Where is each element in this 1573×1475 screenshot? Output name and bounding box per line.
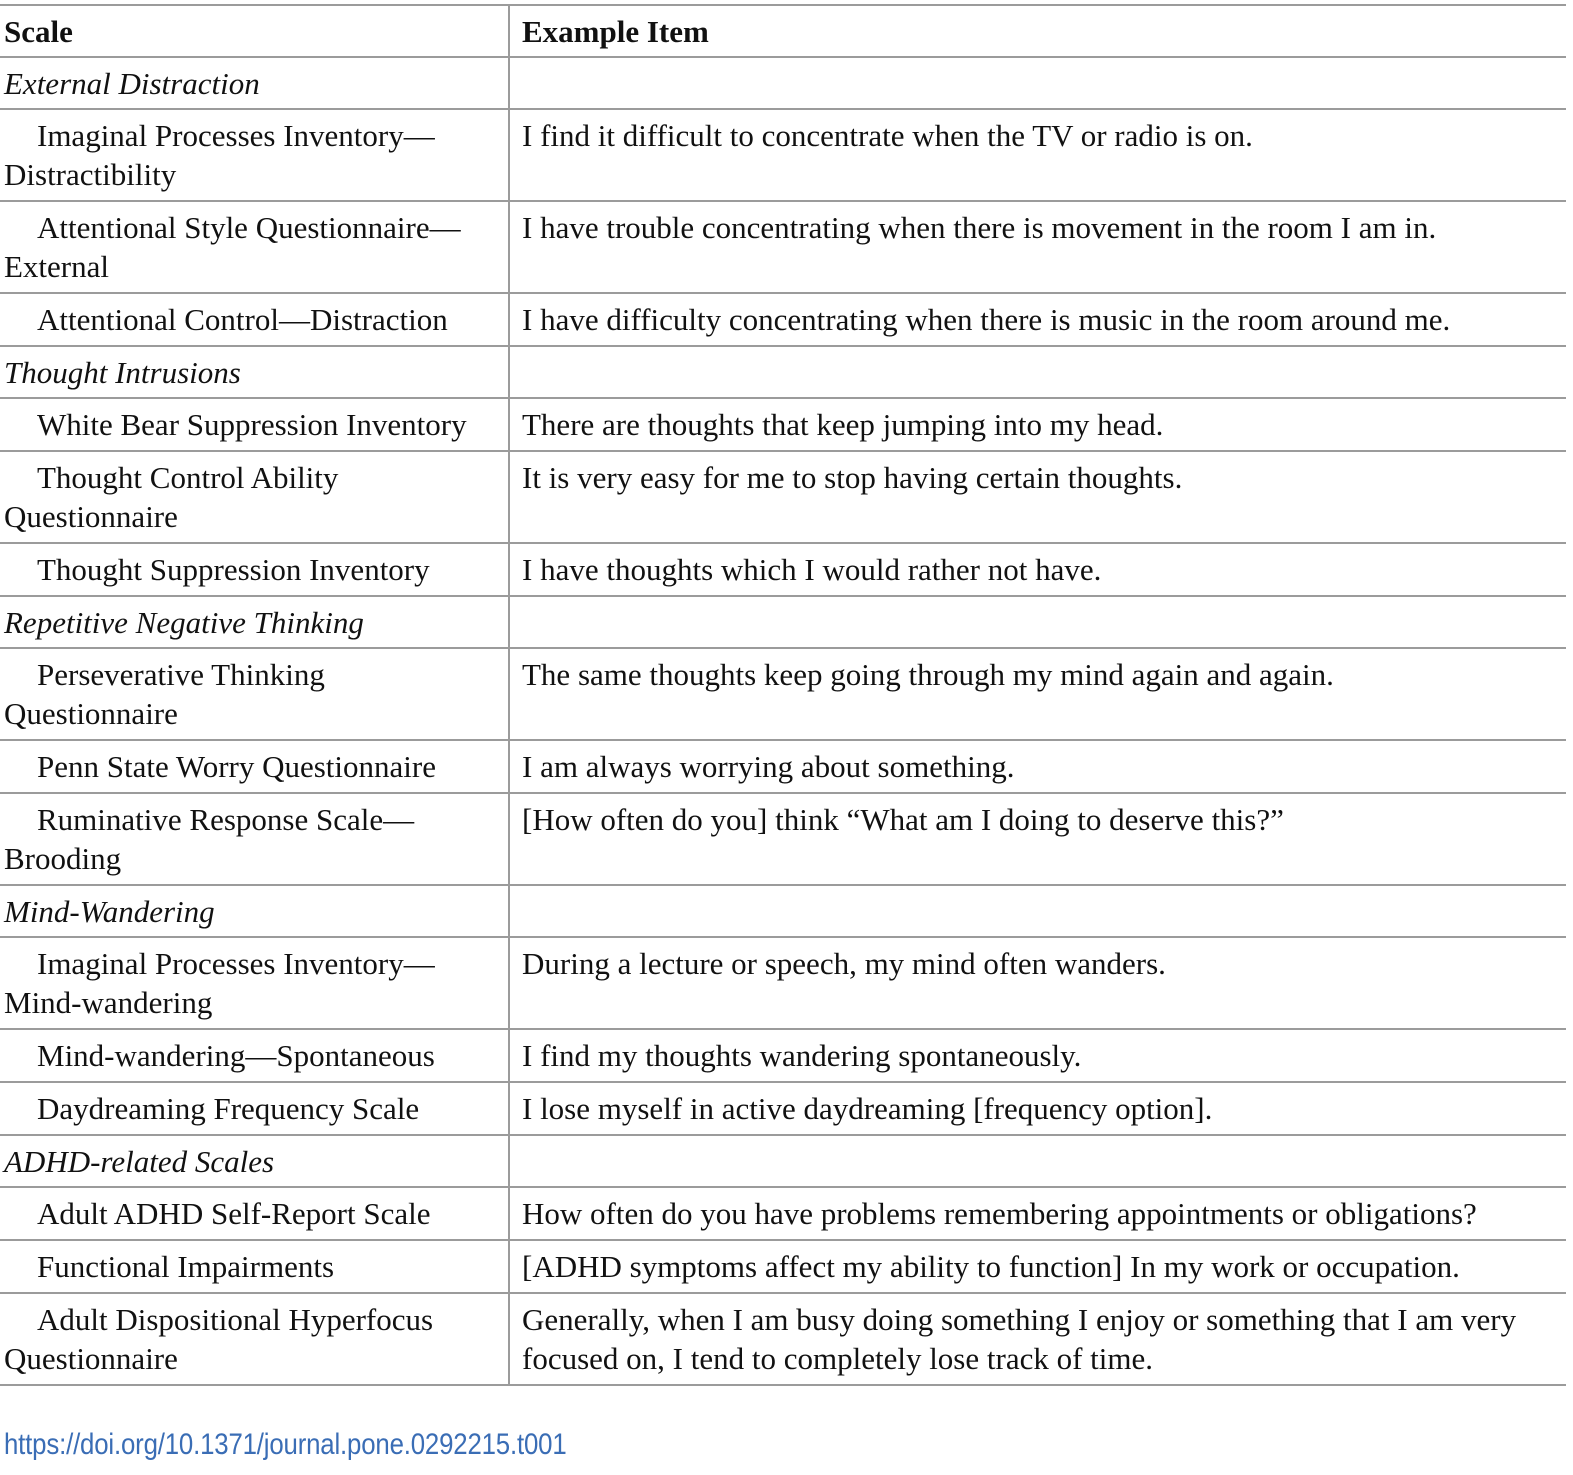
table-row: [0, 109, 1566, 201]
example-item-cell: There are thoughts that keep jumping into my head.: [509, 398, 1566, 451]
table-row: [0, 793, 1566, 885]
scale-cell: [0, 451, 509, 543]
example-item-cell: I find it difficult to concentrate when the TV or radio is on.: [509, 109, 1566, 201]
scale-cell: [0, 740, 509, 793]
scale-cell: [0, 293, 509, 346]
table-row: [0, 398, 1566, 451]
example-item-cell: I lose myself in active daydreaming [frequency option].: [509, 1082, 1566, 1135]
group-empty-cell: [509, 885, 1566, 937]
example-item-cell: I find my thoughts wandering spontaneously.: [509, 1029, 1566, 1082]
scale-name: Adult Dispositional Hyperfocus Questionnaire: [4, 1302, 434, 1376]
scale-cell: [0, 1293, 509, 1385]
scale-name: Thought Suppression Inventory: [37, 552, 430, 587]
group-row: [0, 57, 1566, 109]
doi-link[interactable]: https://doi.org/10.1371/journal.pone.0292215.t001: [4, 1428, 567, 1461]
scale-name: Penn State Worry Questionnaire: [37, 749, 436, 784]
example-item-cell: The same thoughts keep going through my mind again and again.: [509, 648, 1566, 740]
header-scale: Scale: [0, 5, 509, 57]
group-empty-cell: [509, 596, 1566, 648]
example-item-cell: I have thoughts which I would rather not have.: [509, 543, 1566, 596]
scale-name: Mind-wandering—Spontaneous: [37, 1038, 435, 1073]
group-empty-cell: [509, 1135, 1566, 1187]
scale-cell: [0, 1082, 509, 1135]
group-title: Repetitive Negative Thinking: [0, 596, 509, 648]
group-title: External Distraction: [0, 57, 509, 109]
scale-cell: [0, 543, 509, 596]
scale-cell: [0, 1029, 509, 1082]
scale-cell: [0, 648, 509, 740]
scale-cell: [0, 937, 509, 1029]
scale-name: Daydreaming Frequency Scale: [37, 1091, 420, 1126]
table-row: [0, 1029, 1566, 1082]
group-row: [0, 346, 1566, 398]
table-row: [0, 293, 1566, 346]
table-row: [0, 937, 1566, 1029]
scale-name: Thought Control Ability Questionnaire: [4, 460, 339, 534]
example-item-cell: [ADHD symptoms affect my ability to function] In my work or occupation.: [509, 1240, 1566, 1293]
scale-name: White Bear Suppression Inventory: [37, 407, 467, 442]
table-row: [0, 740, 1566, 793]
example-item-cell: Generally, when I am busy doing something I enjoy or something that I am very focused on, I tend to completely lose track of time.: [509, 1293, 1566, 1385]
group-empty-cell: [509, 346, 1566, 398]
scale-name: Imaginal Processes Inventory—Distractibility: [4, 118, 435, 192]
scale-name: Adult ADHD Self-Report Scale: [37, 1196, 431, 1231]
table-row: [0, 648, 1566, 740]
example-item-cell: [How often do you] think “What am I doing to deserve this?”: [509, 793, 1566, 885]
group-title: Thought Intrusions: [0, 346, 509, 398]
table-header-row: [0, 5, 1566, 57]
scale-cell: [0, 201, 509, 293]
scale-name: Imaginal Processes Inventory—Mind-wandering: [4, 946, 435, 1020]
scale-cell: [0, 793, 509, 885]
table-row: [0, 1082, 1566, 1135]
table-row: [0, 1240, 1566, 1293]
scale-name: Attentional Style Questionnaire—External: [4, 210, 461, 284]
example-item-cell: I have difficulty concentrating when there is music in the room around me.: [509, 293, 1566, 346]
group-empty-cell: [509, 57, 1566, 109]
scale-cell: [0, 1240, 509, 1293]
header-example-item: Example Item: [509, 5, 1566, 57]
scale-cell: [0, 109, 509, 201]
scale-cell: [0, 398, 509, 451]
group-row: [0, 885, 1566, 937]
scale-name: Perseverative Thinking Questionnaire: [4, 657, 325, 731]
example-item-cell: During a lecture or speech, my mind often wanders.: [509, 937, 1566, 1029]
example-item-cell: It is very easy for me to stop having certain thoughts.: [509, 451, 1566, 543]
table-row: [0, 1187, 1566, 1240]
group-title: Mind-Wandering: [0, 885, 509, 937]
scales-table: [0, 4, 1566, 1386]
scale-cell: [0, 1187, 509, 1240]
group-row: [0, 596, 1566, 648]
scale-name: Ruminative Response Scale—Brooding: [4, 802, 415, 876]
table-row: [0, 543, 1566, 596]
example-item-cell: I have trouble concentrating when there is movement in the room I am in.: [509, 201, 1566, 293]
table-row: [0, 201, 1566, 293]
example-item-cell: How often do you have problems remembering appointments or obligations?: [509, 1187, 1566, 1240]
group-title: ADHD-related Scales: [0, 1135, 509, 1187]
example-item-cell: I am always worrying about something.: [509, 740, 1566, 793]
scale-name: Functional Impairments: [37, 1249, 335, 1284]
group-row: [0, 1135, 1566, 1187]
scale-name: Attentional Control—Distraction: [37, 302, 448, 337]
table-row: [0, 451, 1566, 543]
table-row: [0, 1293, 1566, 1385]
